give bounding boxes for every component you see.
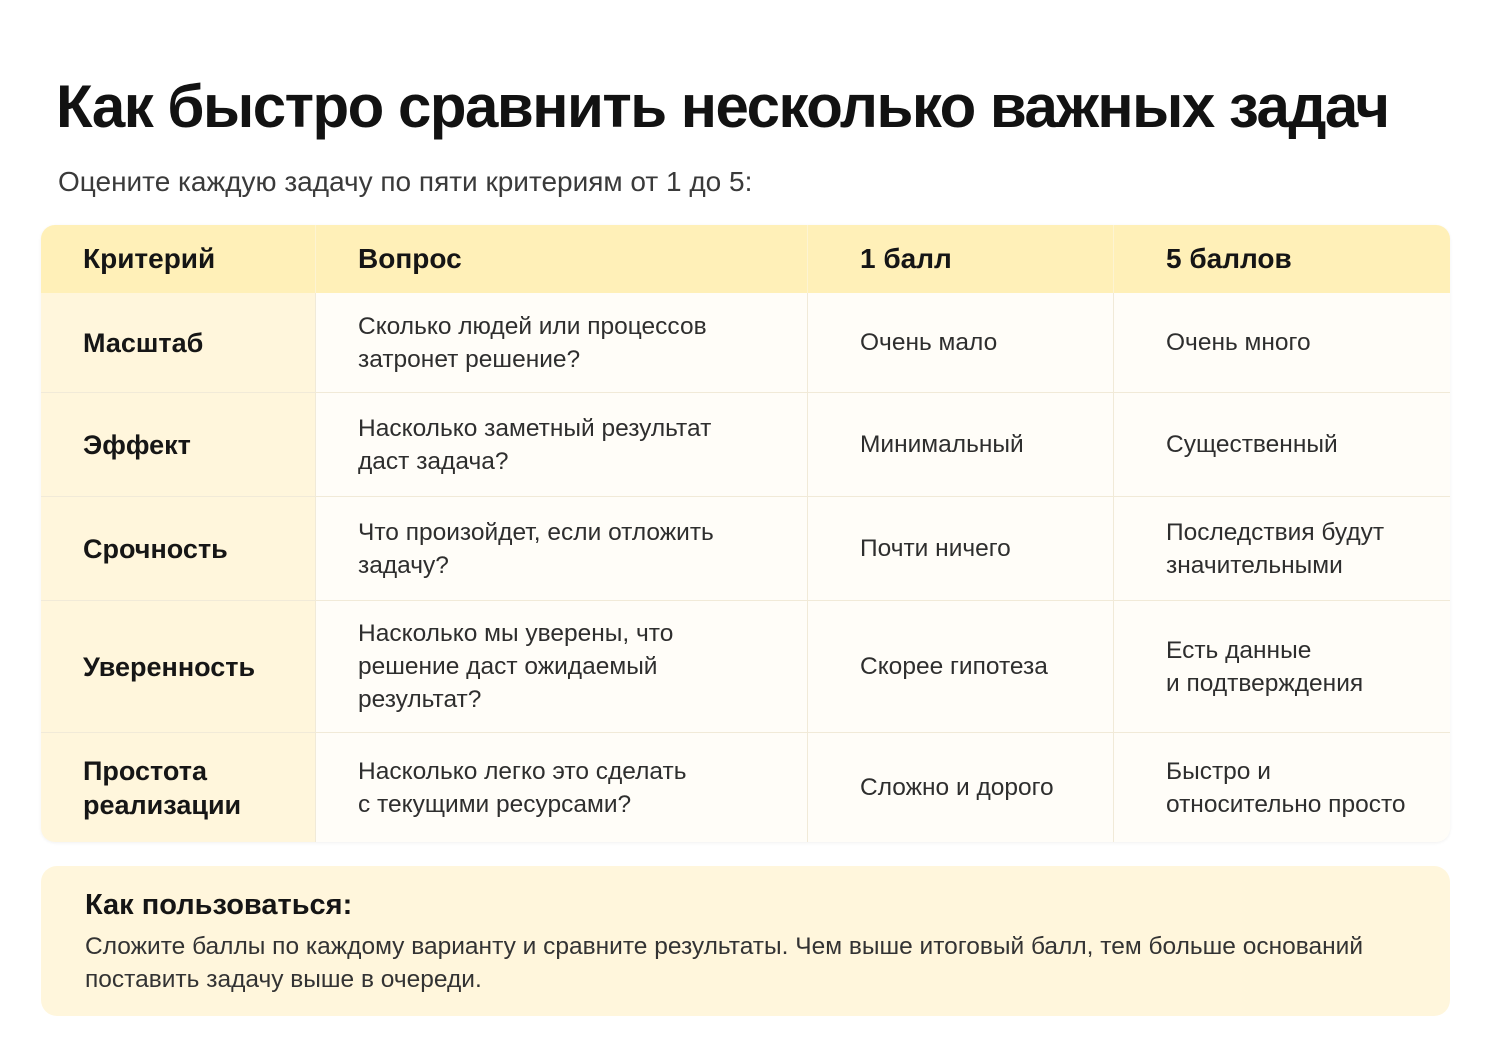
question-text: Насколько легко это сделать с текущими ресурсами? — [358, 757, 687, 818]
page-title: Как быстро сравнить несколько важных задач — [56, 73, 1389, 140]
header-question: Вопрос — [316, 225, 808, 293]
usage-title: Как пользоваться: — [85, 889, 353, 921]
table-row-criterion — [41, 393, 316, 497]
table-row-five-points — [1114, 293, 1450, 393]
question-text: Насколько заметный результат даст задача? — [358, 414, 712, 475]
header-criterion: Критерий — [41, 225, 316, 293]
one-point-text: Очень мало — [860, 329, 998, 356]
five-points-text: Есть данные и подтверждения — [1166, 636, 1364, 697]
criteria-grid — [41, 225, 1450, 842]
table-row-one-point — [808, 733, 1114, 842]
usage-note — [41, 866, 1450, 1016]
table-row-one-point — [808, 601, 1114, 733]
table-row-question — [316, 393, 808, 497]
table-row-five-points — [1114, 733, 1450, 842]
one-point-text: Сложно и дорого — [860, 774, 1054, 801]
five-points-text: Быстро и относительно просто — [1166, 757, 1406, 818]
question-text: Что произойдет, если отложить задачу? — [358, 518, 714, 579]
question-text: Сколько людей или процессов затронет решение? — [358, 312, 707, 373]
table-row-question — [316, 497, 808, 601]
one-point-text: Почти ничего — [860, 535, 1011, 562]
criteria-table — [41, 225, 1450, 842]
table-row-five-points — [1114, 393, 1450, 497]
table-row-one-point — [808, 293, 1114, 393]
table-row-five-points — [1114, 601, 1450, 733]
one-point-text: Скорее гипотеза — [860, 653, 1048, 680]
table-row-question — [316, 601, 808, 733]
five-points-text: Последствия будут значительными — [1166, 518, 1385, 579]
table-row-question — [316, 733, 808, 842]
five-points-text: Очень много — [1166, 329, 1311, 356]
table-row-one-point — [808, 497, 1114, 601]
usage-text: Сложите баллы по каждому варианту и сравните результаты. Чем выше итоговый балл, тем больше оснований поставить задачу выше в очереди. — [85, 933, 1364, 993]
header-five-points: 5 баллов — [1114, 225, 1450, 293]
page-subtitle: Оцените каждую задачу по пяти критериям от 1 до 5: — [58, 166, 753, 197]
criterion-label: Масштаб — [83, 327, 204, 358]
criterion-label: Эффект — [83, 429, 191, 460]
criterion-label: Уверенность — [83, 651, 256, 682]
header-one-point: 1 балл — [808, 225, 1114, 293]
table-row-criterion — [41, 497, 316, 601]
table-row-one-point — [808, 393, 1114, 497]
criterion-label: Срочность — [83, 533, 228, 564]
table-row-question — [316, 293, 808, 393]
table-row-five-points — [1114, 497, 1450, 601]
criterion-label: Простота реализации — [83, 755, 242, 820]
table-row-criterion — [41, 293, 316, 393]
table-row-criterion — [41, 601, 316, 733]
question-text: Насколько мы уверены, что решение даст ожидаемый результат? — [358, 620, 674, 713]
one-point-text: Минимальный — [860, 431, 1024, 458]
five-points-text: Существенный — [1166, 431, 1338, 458]
table-row-criterion — [41, 733, 316, 842]
